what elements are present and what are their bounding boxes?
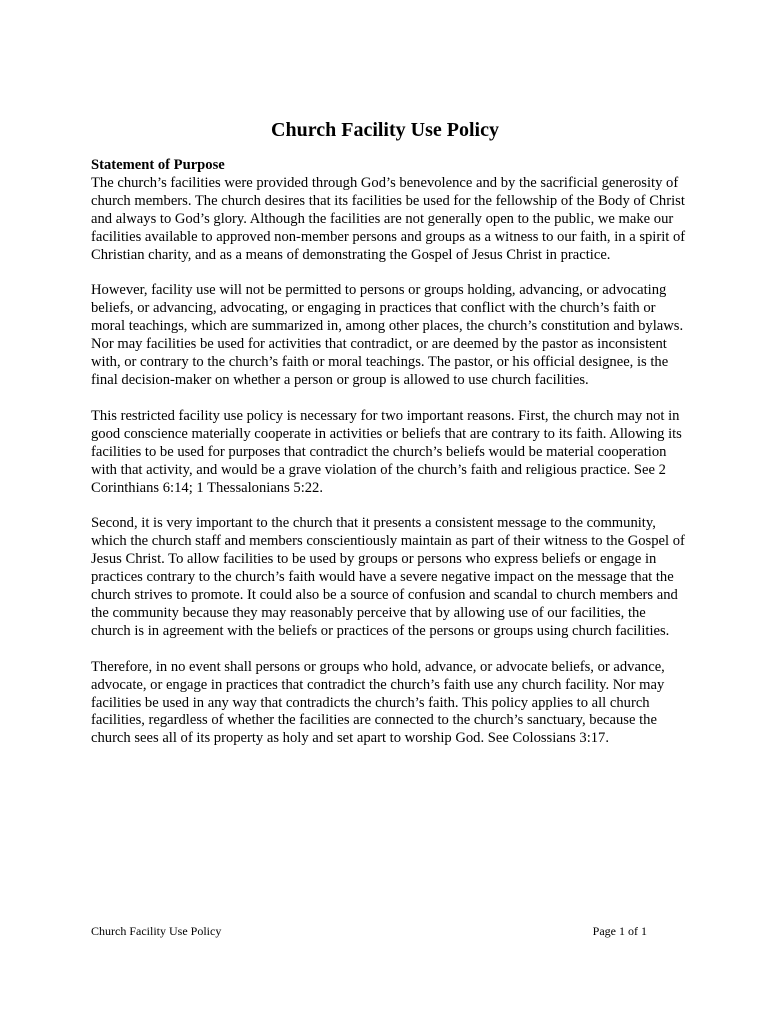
paragraph-second-reason: Second, it is very important to the church that it presents a consistent message to the community, which the church staff and members conscientiously maintain as part of their witness to the Gospel of Jesus Christ. To allow facilities to be used by groups or persons who express beliefs or engage in practices contrary to the church’s faith would have a severe negative impact on the message that the church strives to promote. It could also be a source of confusion and scandal to church members and the community because they may reasonably perceive that by allowing use of our facilities, the church is in agreement with the beliefs or practices of the persons or groups using church facilities.	[91, 515, 685, 639]
footer-page-number: Page 1 of 1	[592, 924, 647, 938]
section-heading: Statement of Purpose	[91, 157, 225, 173]
footer-document-title: Church Facility Use Policy	[91, 924, 222, 938]
paragraph-conclusion: Therefore, in no event shall persons or groups who hold, advance, or advocate beliefs, or advance, advocate, or engage in practices that contradict the church’s faith use any church facility. Nor may facilities be used in any way that contradicts the church’s faith. This policy applies to all church facilities, regardless of whether the facilities are connected to the church’s sanctuary, because the church sees all of its property as holy and set apart to worship God. See Colossians 3:17.	[91, 658, 665, 747]
paragraph-purpose: The church’s facilities were provided through God’s benevolence and by the sacrificial generosity of church members. The church desires that its facilities be used for the fellowship of the Body of Christ and always to God’s glory. Although the facilities are not generally open to the public, we make our facilities available to approved non-member persons and groups as a witness to our faith, in a spirit of Christian charity, and as a means of demonstrating the Gospel of Jesus Christ in practice.	[91, 174, 686, 263]
document-title: Church Facility Use Policy	[271, 119, 499, 141]
paragraph-restrictions: However, facility use will not be permitted to persons or groups holding, advancing, or advocating beliefs, or advancing, advocating, or engaging in practices that conflict with the church’s faith or moral teachings, which are summarized in, among other places, the church’s constitution and bylaws. Nor may facilities be used for activities that contradict, or are deemed by the pastor as inconsistent with, or contrary to the church’s faith or moral teachings. The pastor, or his official designee, is the final decision-maker on whether a person or group is allowed to use church facilities.	[91, 282, 684, 388]
document-body	[91, 157, 687, 766]
paragraph-first-reason: This restricted facility use policy is necessary for two important reasons. First, the church may not in good conscience materially cooperate in activities or beliefs that are contrary to its faith. Allowing its facilities to be used for purposes that contradict the church’s beliefs would be material cooperation with that activity, and would be a grave violation of the church’s faith and religious practice. See 2 Corinthians 6:14; 1 Thessalonians 5:22.	[91, 407, 682, 496]
page-footer	[91, 923, 647, 939]
